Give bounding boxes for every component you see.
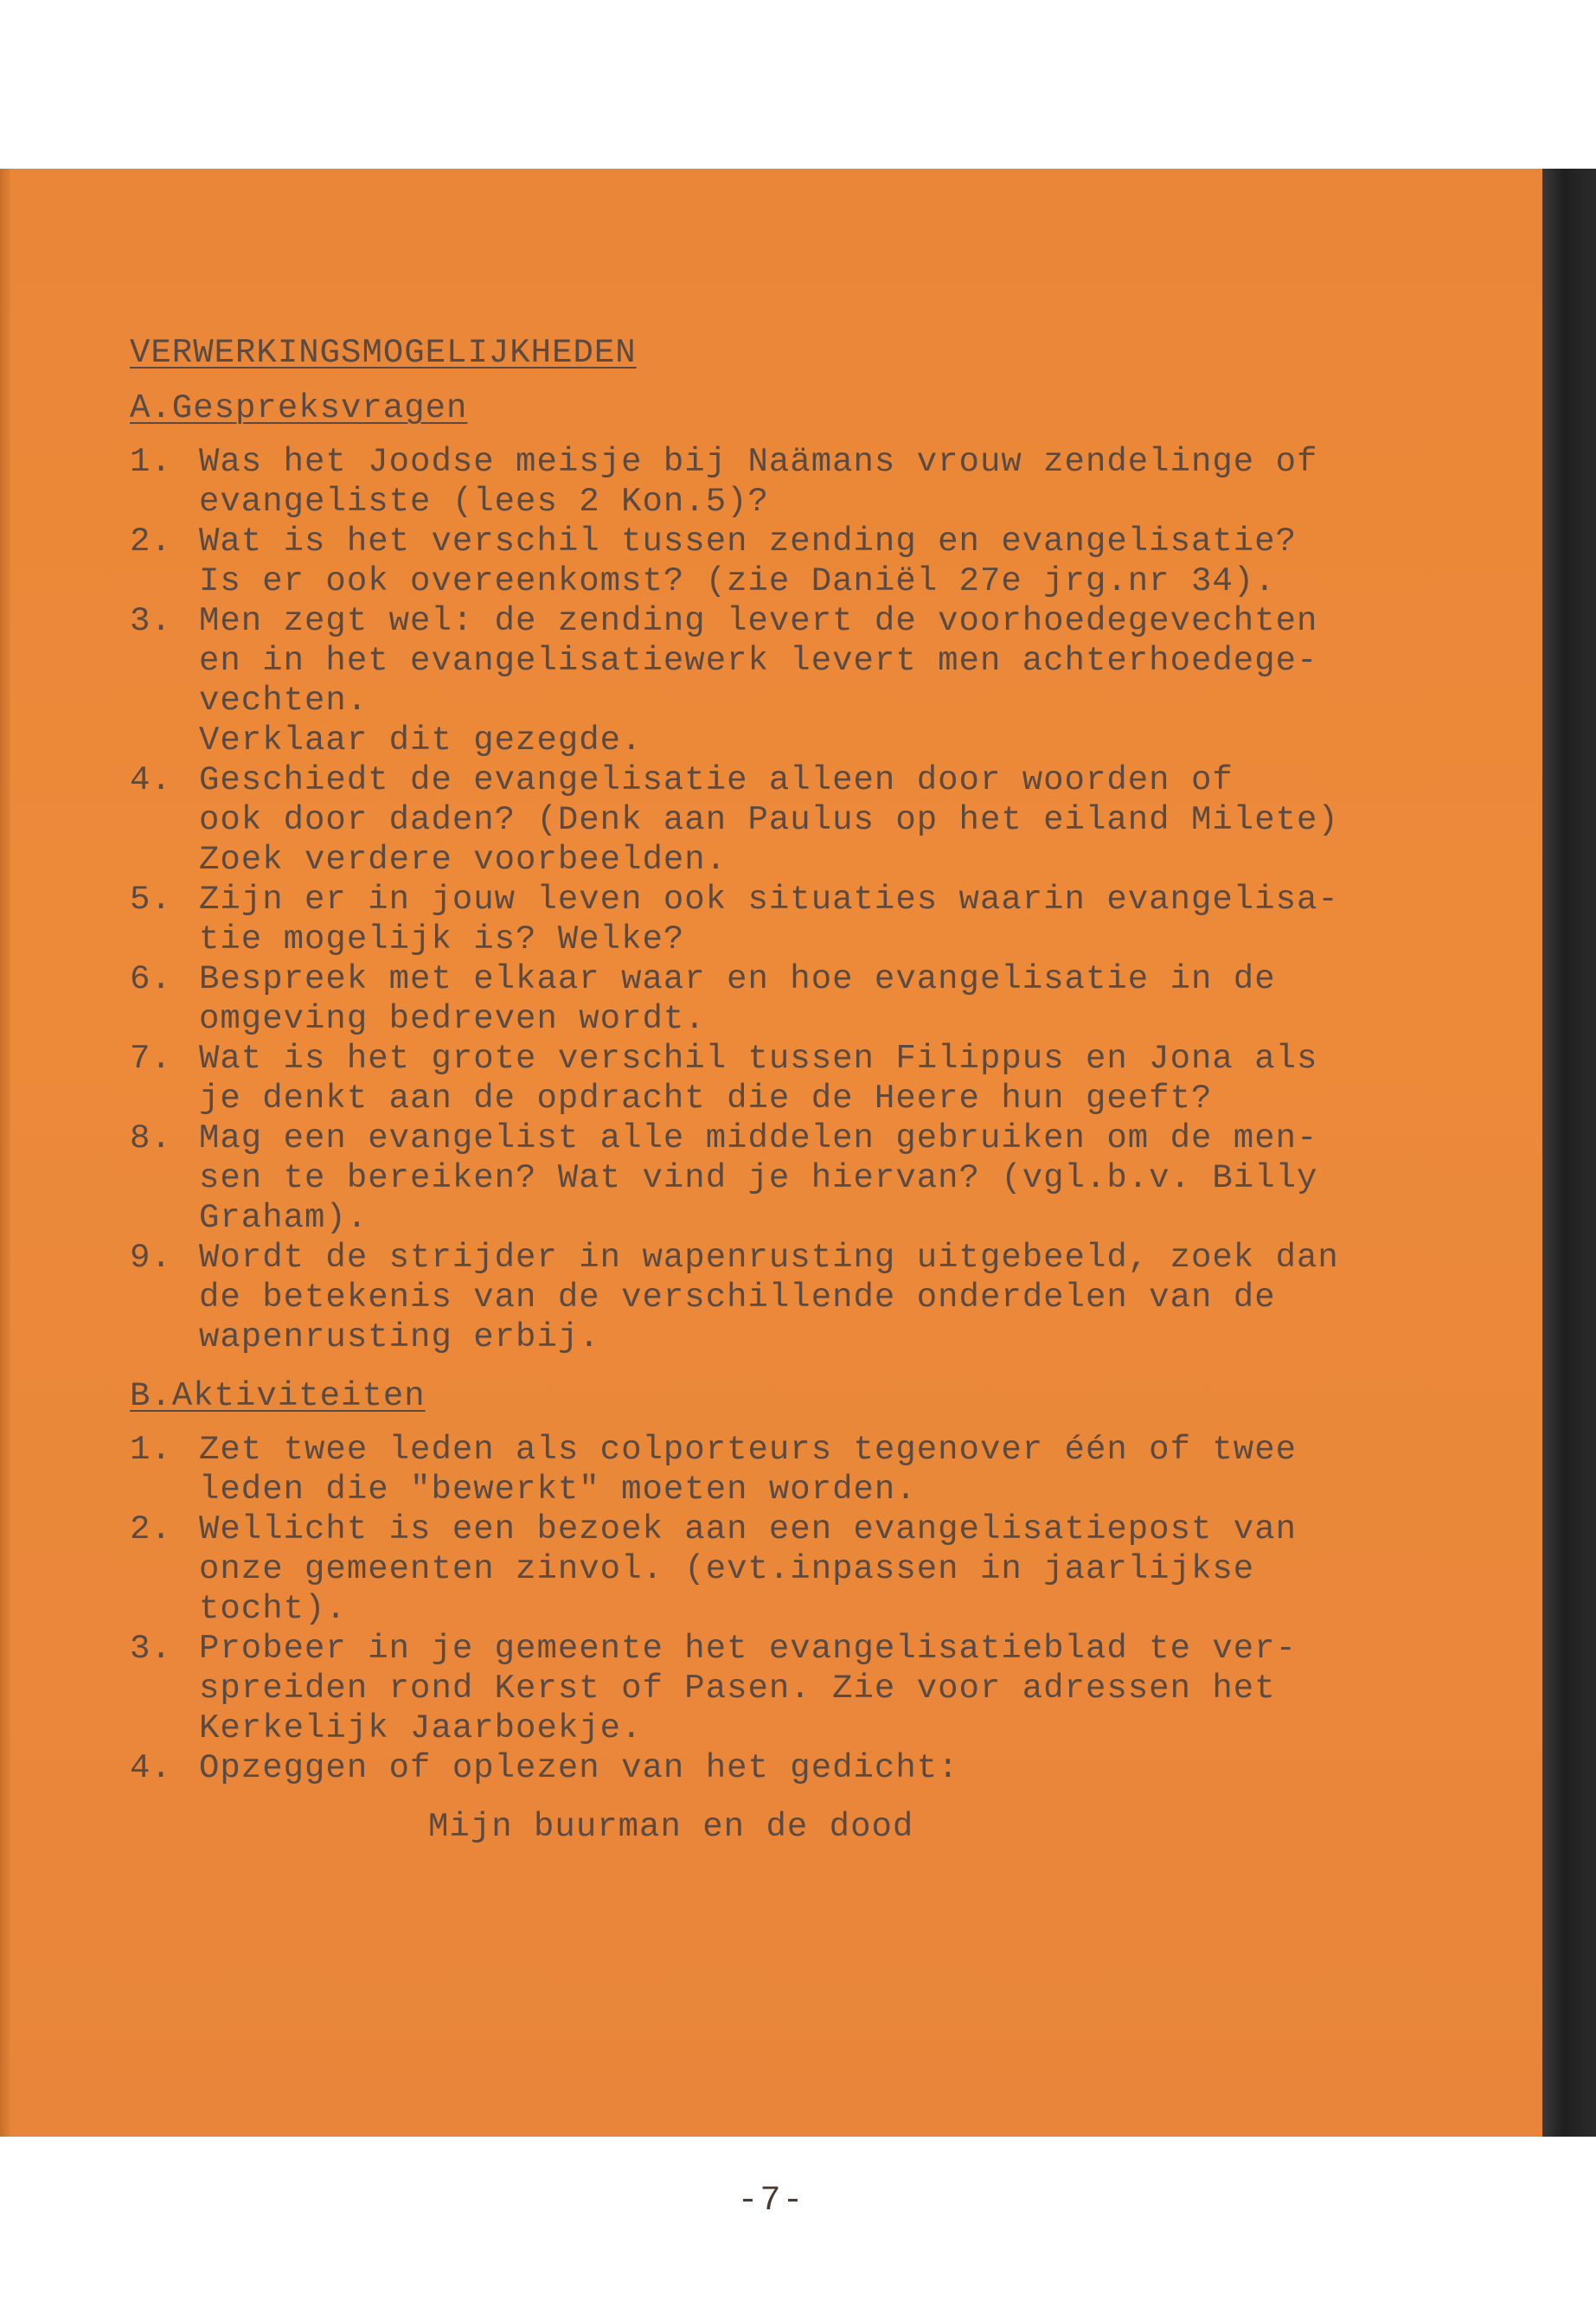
section-a-title: A.Gespreksvragen	[130, 389, 468, 427]
page-number: -7-	[737, 2182, 805, 2221]
activity-list	[130, 1430, 1358, 1788]
item-text: Wordt de strijder in wapenrusting uitgebeeld, zoek dan de betekenis van de verschillende onderdelen van de wapenrusting erbij.	[199, 1239, 1339, 1356]
item-text: Opzeggen of oplezen van het gedicht:	[199, 1749, 959, 1787]
page-left-edge	[0, 169, 10, 2137]
item-number: 6.	[130, 960, 172, 998]
list-item	[130, 442, 1358, 522]
list-item	[130, 1509, 1358, 1629]
item-text: Bespreek met elkaar waar en hoe evangelisatie in de omgeving bedreven wordt.	[199, 960, 1276, 1038]
list-item	[130, 959, 1358, 1039]
binding-edge	[1542, 169, 1596, 2137]
item-number: 1.	[130, 443, 172, 481]
section-b	[130, 1376, 1358, 1847]
list-item	[130, 1748, 1358, 1788]
item-text: Zijn er in jouw leven ook situaties waarin evangelisa- tie mogelijk is? Welke?	[199, 881, 1339, 958]
list-item	[130, 1118, 1358, 1238]
item-text: Wat is het verschil tussen zending en evangelisatie? Is er ook overeenkomst? (zie Daniël 27e jrg.nr 34).	[199, 522, 1297, 600]
list-item	[130, 760, 1358, 880]
list-item	[130, 601, 1358, 760]
item-number: 2.	[130, 522, 172, 561]
orange-page	[0, 169, 1596, 2221]
item-number: 3.	[130, 602, 172, 640]
item-number: 7.	[130, 1040, 172, 1078]
list-item	[130, 522, 1358, 601]
item-text: Zet twee leden als colporteurs tegenover één of twee leden die "bewerkt" moeten worden.	[199, 1431, 1297, 1509]
question-list	[130, 442, 1358, 1357]
poem-title: Mijn buurman en de dood	[428, 1808, 914, 1846]
section-b-title: B.Aktiviteiten	[130, 1377, 426, 1415]
item-number: 4.	[130, 761, 172, 799]
item-number: 5.	[130, 881, 172, 919]
item-number: 9.	[130, 1239, 172, 1277]
item-number: 1.	[130, 1431, 172, 1469]
item-number: 8.	[130, 1119, 172, 1157]
list-item	[130, 1238, 1358, 1357]
item-number: 2.	[130, 1510, 172, 1548]
item-number: 4.	[130, 1749, 172, 1787]
list-item	[130, 880, 1358, 959]
item-text: Probeer in je gemeente het evangelisatieblad te ver- spreiden rond Kerst of Pasen. Zie voor adressen het Kerkelijk Jaarboekje.	[199, 1630, 1297, 1747]
item-text: Was het Joodse meisje bij Naämans vrouw zendelinge of evangeliste (lees 2 Kon.5)?	[199, 443, 1318, 521]
item-text: Wellicht is een bezoek aan een evangelisatiepost van onze gemeenten zinvol. (evt.inpassen in jaarlijkse tocht).	[199, 1510, 1297, 1628]
list-item	[130, 1629, 1358, 1748]
list-item	[130, 1430, 1358, 1509]
item-text: Men zegt wel: de zending levert de voorhoedegevechten en in het evangelisatiewerk levert men achterhoedege- vechten. Verklaar dit gezegde.	[199, 602, 1318, 760]
item-number: 3.	[130, 1630, 172, 1668]
section-a	[130, 388, 1358, 1357]
item-text: Mag een evangelist alle middelen gebruiken om de men- sen te bereiken? Wat vind je hiervan? (vgl.b.v. Billy Graham).	[199, 1119, 1318, 1237]
item-text: Geschiedt de evangelisatie alleen door woorden of ook door daden? (Denk aan Paulus op het eiland Milete) Zoek verdere voorbeelden.	[199, 761, 1339, 879]
item-text: Wat is het grote verschil tussen Filippus en Jona als je denkt aan de opdracht die de Heere hun geeft?	[199, 1040, 1318, 1118]
typed-text-block	[130, 333, 1358, 1847]
list-item	[130, 1039, 1358, 1118]
main-heading: VERWERKINGSMOGELIJKHEDEN	[130, 334, 637, 372]
